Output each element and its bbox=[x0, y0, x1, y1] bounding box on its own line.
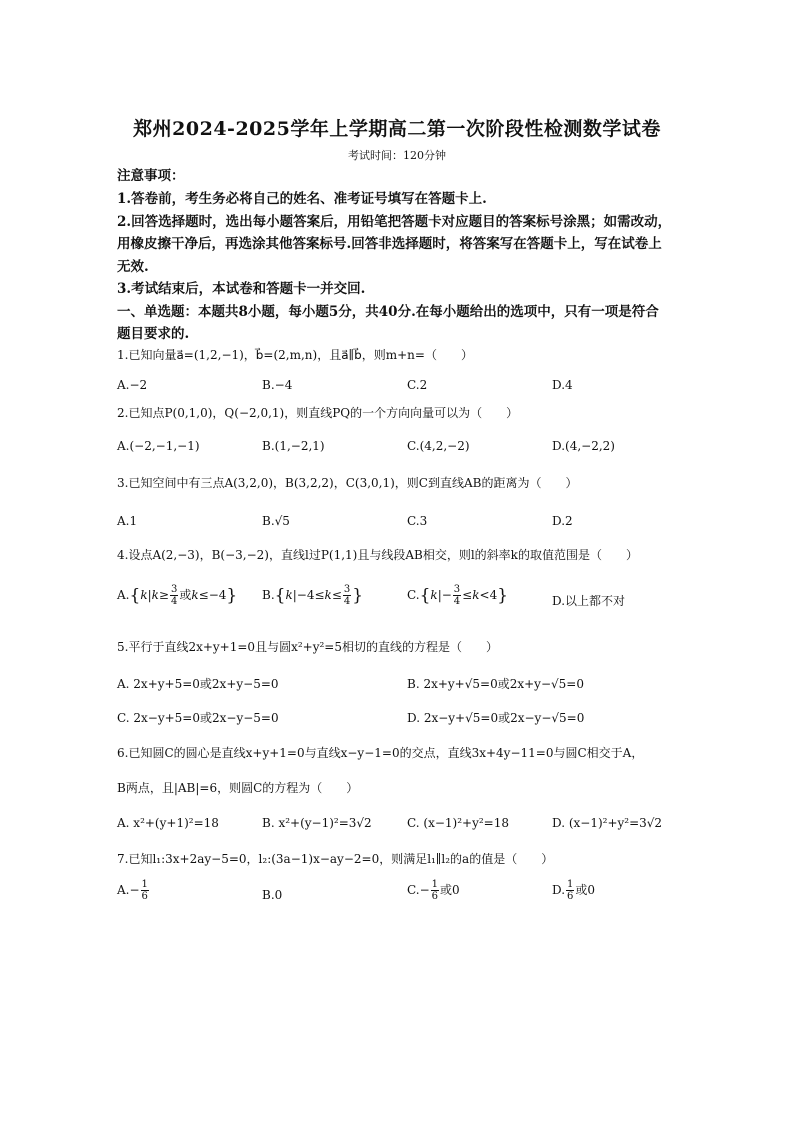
question-5-option-a: A. 2x+y+5=0或2x+y−5=0 bbox=[117, 677, 279, 691]
question-6-option-c: C. (x−1)²+y²=18 bbox=[407, 816, 509, 830]
question-2-stem: 2.已知点P(0,1,0)，Q(−2,0,1)，则直线PQ的一个方向向量可以为（ ） bbox=[117, 406, 519, 420]
question-7-option-d: D. $\frac{1}{6}$ 或0 bbox=[552, 879, 596, 902]
question-3-option-c: C.3 bbox=[407, 514, 428, 528]
question-6-stem-line-1: 6.已知圆C的圆心是直线x+y+1=0与直线x−y−1=0的交点，直线3x+4y−11=0与圆C相交于A， bbox=[117, 746, 644, 760]
question-4-option-b: B.{k|−4≤k≤ $\frac{3}{4}$ } bbox=[262, 584, 364, 607]
notes-heading: 注意事项： bbox=[117, 168, 185, 184]
question-5-option-b: B. 2x+y+√5=0或2x+y−√5=0 bbox=[407, 677, 584, 691]
question-1-option-d: D.4 bbox=[552, 378, 573, 392]
question-1-stem: 1.已知向量a⃗=(1,2,−1)，b⃗=(2,m,n)，且a⃗∥b⃗，则m+n=（ ） bbox=[117, 348, 473, 362]
question-3-stem: 3.已知空间中有三点A(3,2,0)，B(3,2,2)，C(3,0,1)，则C到直线AB的距离为（ ） bbox=[117, 476, 578, 490]
exam-time: 考试时间：120分钟 bbox=[348, 149, 446, 162]
question-1-option-b: B.−4 bbox=[262, 378, 293, 392]
question-3-option-b: B.√5 bbox=[262, 514, 290, 528]
question-4-option-a: A.{k|k≥ $\frac{3}{4}$ 或k≤−4} bbox=[117, 584, 238, 607]
section-1-heading-cont: 题目要求的. bbox=[117, 326, 190, 342]
question-1-option-c: C.2 bbox=[407, 378, 428, 392]
question-7-option-b: B.0 bbox=[262, 888, 283, 902]
question-6-option-a: A. x²+(y+1)²=18 bbox=[117, 816, 219, 830]
question-6-stem-line-2: B两点，且|AB|=6，则圆C的方程为（ ） bbox=[117, 781, 359, 795]
question-2-option-b: B.(1,−2,1) bbox=[262, 439, 325, 453]
question-3-option-a: A.1 bbox=[117, 514, 138, 528]
question-6-option-d: D. (x−1)²+y²=3√2 bbox=[552, 816, 663, 830]
question-5-option-d: D. 2x−y+√5=0或2x−y−√5=0 bbox=[407, 711, 585, 725]
note-2-line-2: 用橡皮擦干净后，再选涂其他答案标号.回答非选择题时，将答案写在答题卡上，写在试卷上 bbox=[117, 236, 662, 252]
note-2-line-3: 无效. bbox=[117, 259, 149, 275]
question-1-option-a: A.−2 bbox=[117, 378, 148, 392]
note-3: 3.考试结束后，本试卷和答题卡一并交回. bbox=[117, 281, 366, 297]
question-3-option-d: D.2 bbox=[552, 514, 573, 528]
question-2-option-c: C.(4,2,−2) bbox=[407, 439, 470, 453]
question-4-option-c: C.{k|− $\frac{3}{4}$ ≤k<4} bbox=[407, 584, 509, 607]
section-1-heading: 一、单选题：本题共8小题，每小题5分，共40分.在每小题给出的选项中，只有一项是符合 bbox=[117, 304, 659, 320]
question-7-option-c: C.− $\frac{1}{6}$ 或0 bbox=[407, 879, 460, 902]
question-7-stem: 7.已知l₁:3x+2ay−5=0，l₂:(3a−1)x−ay−2=0，则满足l₁∥l₂的a的值是（ ） bbox=[117, 852, 554, 866]
question-2-option-a: A.(−2,−1,−1) bbox=[117, 439, 200, 453]
question-5-option-c: C. 2x−y+5=0或2x−y−5=0 bbox=[117, 711, 279, 725]
question-7-option-a: A.− $\frac{1}{6}$ bbox=[117, 879, 148, 902]
question-6-option-b: B. x²+(y−1)²=3√2 bbox=[262, 816, 372, 830]
note-2-line-1: 2.回答选择题时，选出每小题答案后，用铅笔把答题卡对应题目的答案标号涂黑；如需改动， bbox=[117, 214, 672, 230]
question-4-stem: 4.设点A(2,−3)，B(−3,−2)，直线l过P(1,1)且与线段AB相交，则l的斜率k的取值范围是（ ） bbox=[117, 548, 638, 562]
note-1: 1.答卷前，考生务必将自己的姓名、准考证号填写在答题卡上. bbox=[117, 191, 487, 207]
exam-title: 郑州2024-2025学年上学期高二第一次阶段性检测数学试卷 bbox=[133, 118, 661, 140]
question-4-option-d: D.以上都不对 bbox=[552, 594, 626, 608]
question-2-option-d: D.(4,−2,2) bbox=[552, 439, 615, 453]
question-5-stem: 5.平行于直线2x+y+1=0且与圆x²+y²=5相切的直线的方程是（ ） bbox=[117, 640, 498, 654]
